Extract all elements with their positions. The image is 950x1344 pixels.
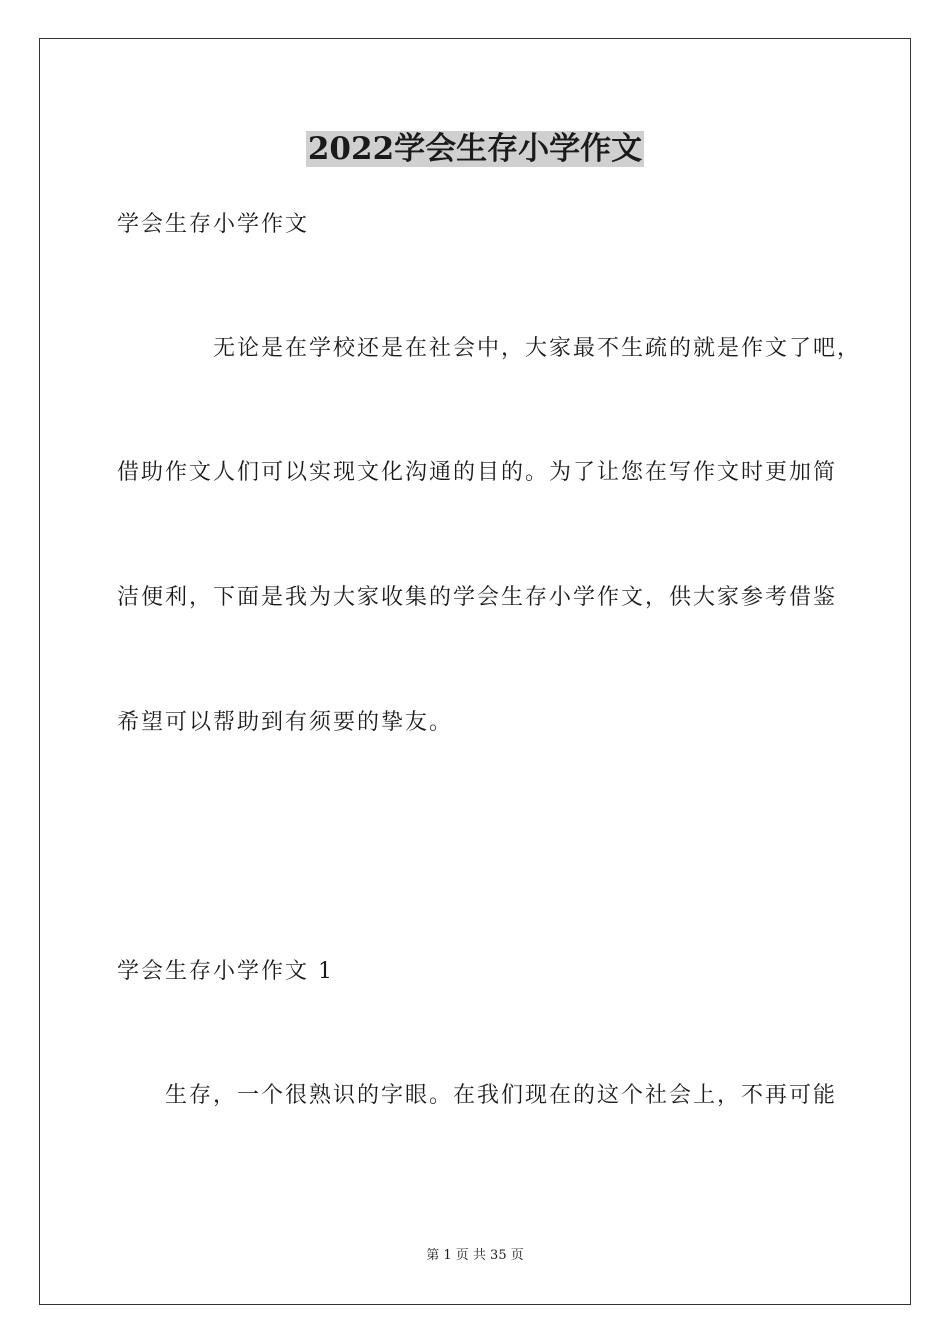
document-title-text: 2022学会生存小学作文 [307,131,643,167]
page-number: 第 1 页 共 35 页 [426,1248,524,1263]
section-heading: 学会生存小学作文 1 [117,959,334,984]
intro-line-2: 借助作文人们可以实现文化沟通的目的。为了让您在写作文时更加简 [117,460,838,485]
intro-line-3: 洁便利，下面是我为大家收集的学会生存小学作文，供大家参考借鉴 [117,585,838,610]
section-line-1: 生存，一个很熟识的字眼。在我们现在的这个社会上，不再可能 [165,1083,838,1108]
document-title [0,128,950,170]
intro-line-1: 无论是在学校还是在社会中，大家最不生疏的就是作文了吧， [213,336,862,361]
document-subtitle: 学会生存小学作文 [117,212,310,237]
intro-line-4: 希望可以帮助到有须要的挚友。 [117,710,454,735]
